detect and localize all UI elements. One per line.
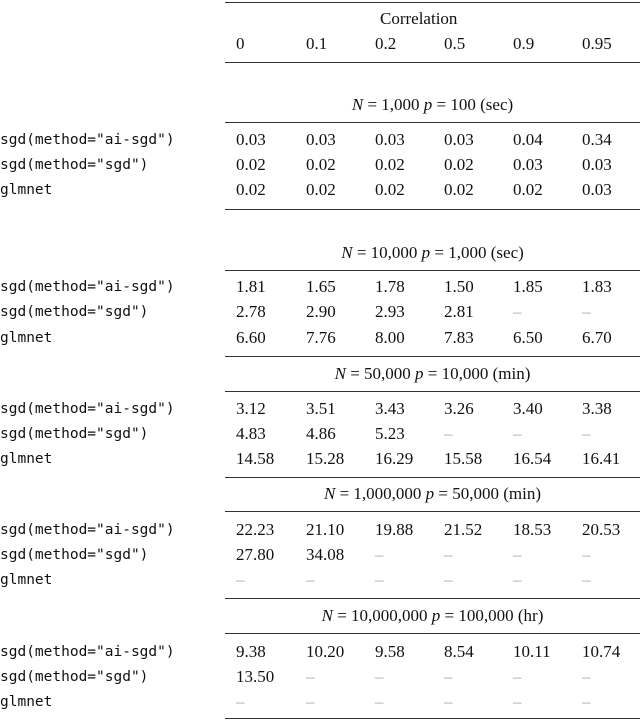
table-cell: 0.02 [306,155,336,174]
table-cell: 5.23 [375,424,405,443]
table-cell: – [375,545,384,564]
row-label: sgd(method="ai-sgd") [0,644,175,660]
table-cell: – [444,424,453,443]
section-title-part: p [423,95,433,114]
section-title-part: = [427,364,438,383]
section-title-part: p [421,243,431,262]
table-cell: – [513,692,522,711]
section-rule [225,633,640,634]
table-cell: 21.52 [444,520,483,539]
section-rule [225,391,640,392]
table-cell: 0.02 [513,180,543,199]
table-cell: 27.80 [236,545,275,564]
table-cell: 0.03 [444,130,474,149]
row-label: sgd(method="sgd") [0,426,149,442]
section-title [225,364,640,384]
table-cell: – [444,570,453,589]
table-cell: 3.51 [306,399,336,418]
section-title-part: 50,000 [452,484,499,503]
table-cell: 0.02 [236,180,266,199]
table-cell: 0.03 [306,130,336,149]
table-cell: 34.08 [306,545,345,564]
table-cell: 20.53 [582,520,621,539]
section-bottom-rule [225,718,640,719]
table-cell: 0.03 [513,155,543,174]
section-title-part: (min) [503,484,542,503]
table-cell: 7.76 [306,328,336,347]
table-cell: 2.93 [375,302,405,321]
table-cell: 3.43 [375,399,405,418]
section-title-part: 10,000 [370,243,418,262]
table-cell: – [375,667,384,686]
table-cell: 1.65 [306,277,336,296]
section-title [225,243,640,263]
table-cell: – [236,692,245,711]
table-cell: – [306,570,315,589]
section-bottom-rule [225,598,640,599]
table-cell: 0.34 [582,130,612,149]
row-label: sgd(method="ai-sgd") [0,401,175,417]
table-cell: 8.54 [444,642,474,661]
section-title-part: 100,000 [458,606,514,625]
row-label: sgd(method="ai-sgd") [0,132,175,148]
section-title-part: (hr) [517,606,544,625]
row-label: sgd(method="ai-sgd") [0,522,175,538]
table-cell: 13.50 [236,667,275,686]
column-header: 0.95 [582,34,612,53]
section-title-part: N [321,606,333,625]
header-rule [225,62,640,63]
row-label: sgd(method="sgd") [0,669,149,685]
section-title-part: 1,000 [448,243,487,262]
row-label: glmnet [0,330,53,346]
table-cell: 1.83 [582,277,612,296]
table-cell: – [375,570,384,589]
section-title-part: = [367,95,378,114]
section-title-part: 50,000 [364,364,411,383]
table-cell: – [444,692,453,711]
section-title-part: p [425,484,435,503]
table-cell: 3.26 [444,399,474,418]
table-cell: – [513,570,522,589]
row-label: glmnet [0,182,53,198]
row-label: glmnet [0,694,53,710]
section-rule [225,511,640,512]
table-cell: 2.90 [306,302,336,321]
table-cell: 6.60 [236,328,266,347]
table-cell: 21.10 [306,520,345,539]
table-cell: – [513,424,522,443]
row-label: sgd(method="ai-sgd") [0,279,175,295]
table-cell: 8.00 [375,328,405,347]
section-rule [225,270,640,271]
table-cell: 0.04 [513,130,543,149]
section-title-part: = [434,243,444,262]
section-title-part: = [356,243,367,262]
table-cell: 10.11 [513,642,551,661]
section-bottom-rule [225,356,640,357]
section-title-part: N [341,243,353,262]
section-title-part: (sec) [480,95,514,114]
table-cell: – [582,424,591,443]
table-cell: 10.20 [306,642,345,661]
section-title-part: N [334,364,346,383]
section-title-part: = [444,606,455,625]
section-title-part: = [350,364,360,383]
table-cell: – [582,545,591,564]
table-cell: 9.38 [236,642,266,661]
table-cell: 3.40 [513,399,543,418]
table-cell: 1.85 [513,277,543,296]
section-title-part: = [339,484,350,503]
table-cell: – [444,667,453,686]
section-title-part: p [431,606,441,625]
table-cell: 0.03 [582,180,612,199]
row-label: glmnet [0,572,53,588]
table-cell: 0.03 [375,130,405,149]
column-header: 0.1 [306,34,328,53]
section-title [225,484,640,504]
table-cell: 15.28 [306,449,345,468]
correlation-header: Correlation [380,9,458,28]
section-title-part: = [438,484,448,503]
table-cell: 0.02 [444,180,474,199]
table-cell: 15.58 [444,449,483,468]
row-label: sgd(method="sgd") [0,304,149,320]
table-cell: – [375,692,384,711]
column-header: 0 [236,34,245,53]
section-title-part: 1,000 [381,95,420,114]
table-cell: – [582,667,591,686]
section-rule [225,122,640,123]
section-title-part: = [337,606,347,625]
section-title [225,606,640,626]
table-cell: – [513,302,522,321]
table-cell: – [513,545,522,564]
table-cell: 18.53 [513,520,552,539]
table-cell: 0.02 [306,180,336,199]
table-cell: 16.54 [513,449,552,468]
table-cell: 10.74 [582,642,621,661]
section-title-part: N [351,95,364,114]
column-header: 0.2 [375,34,397,53]
table-cell: 1.81 [236,277,266,296]
table-cell: 0.02 [444,155,474,174]
table-cell: 19.88 [375,520,414,539]
column-header: 0.9 [513,34,535,53]
section-title-part: 10,000,000 [351,606,428,625]
table-cell: 6.70 [582,328,612,347]
table-cell: 7.83 [444,328,474,347]
table-cell: – [306,692,315,711]
section-bottom-rule [225,209,640,210]
table-cell: 0.02 [375,155,405,174]
section-title-part: N [323,484,336,503]
section-title-part: (sec) [490,243,524,262]
table-cell: – [444,545,453,564]
row-label: sgd(method="sgd") [0,157,149,173]
table-cell: 22.23 [236,520,275,539]
row-label: sgd(method="sgd") [0,547,149,563]
table-cell: – [582,302,591,321]
section-title-part: 1,000,000 [353,484,422,503]
table-cell: – [513,667,522,686]
table-cell: 0.03 [236,130,266,149]
table-cell: 1.78 [375,277,405,296]
section-title-part: 10,000 [441,364,489,383]
table-cell: 1.50 [444,277,474,296]
table-cell: 3.38 [582,399,612,418]
table-cell: 16.29 [375,449,414,468]
table-cell: 4.86 [306,424,336,443]
table-cell: 6.50 [513,328,543,347]
table-cell: 4.83 [236,424,266,443]
table-cell: 9.58 [375,642,405,661]
table-cell: – [582,570,591,589]
table-cell: 2.81 [444,302,474,321]
table-cell: 0.02 [236,155,266,174]
table-cell: – [582,692,591,711]
table-cell: – [236,570,245,589]
column-header: 0.5 [444,34,466,53]
table-cell: 0.03 [582,155,612,174]
section-title-part: p [415,364,424,383]
section-title-part: (min) [492,364,531,383]
section-title-part: = [436,95,447,114]
table-cell: – [306,667,315,686]
table-cell: 3.12 [236,399,266,418]
table-cell: 0.02 [375,180,405,199]
section-title [225,95,640,115]
section-bottom-rule [225,477,640,478]
table-cell: 16.41 [582,449,621,468]
table-cell: 2.78 [236,302,266,321]
section-title-part: 100 [450,95,476,114]
table-cell: 14.58 [236,449,275,468]
top-rule [225,2,640,3]
row-label: glmnet [0,451,53,467]
